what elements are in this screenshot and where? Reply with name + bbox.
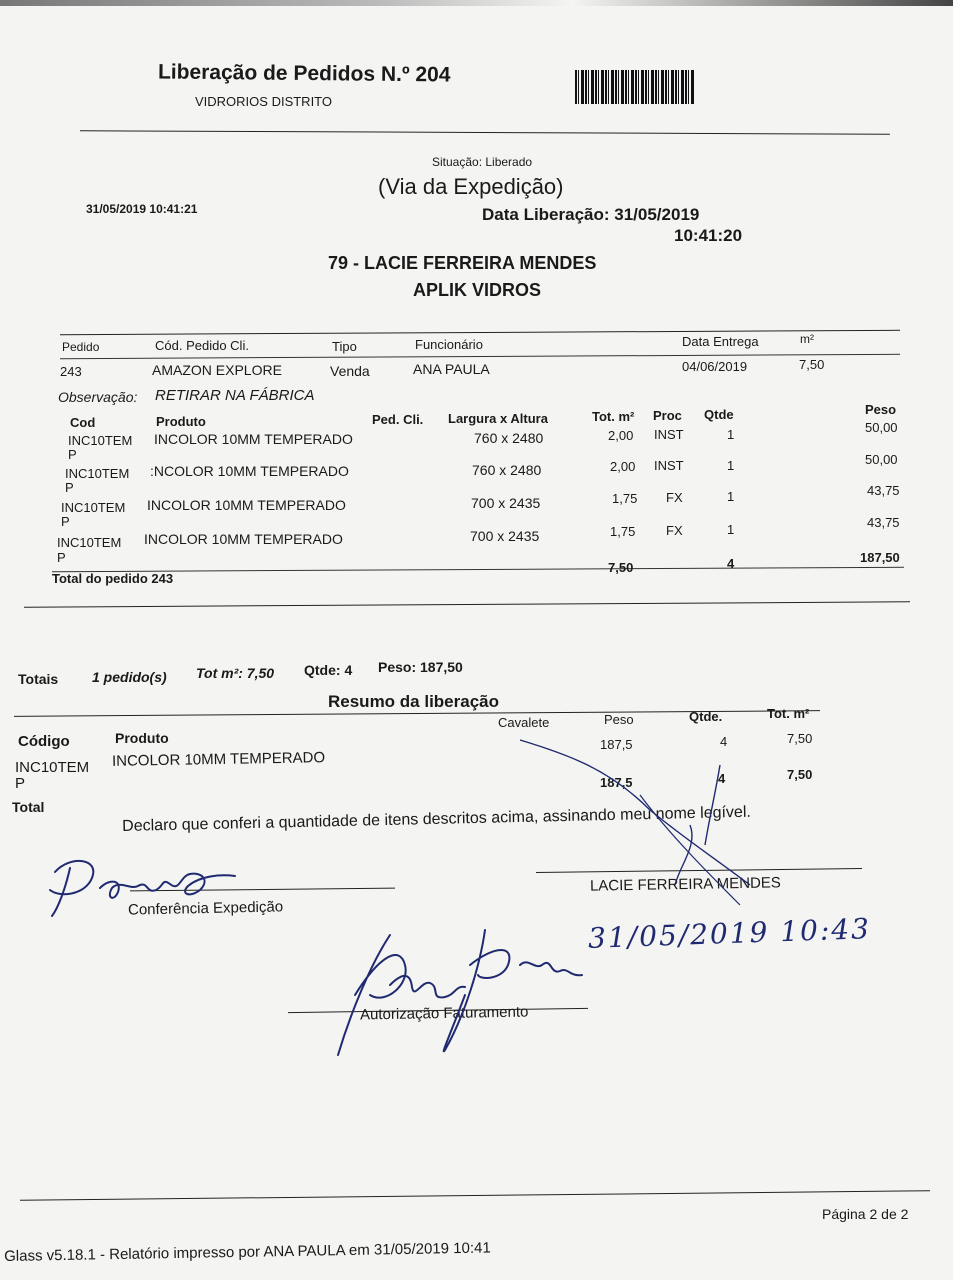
client-company: APLIK VIDROS: [413, 280, 542, 300]
item-qtde: 1: [727, 458, 735, 473]
items-col-produto: Produto: [156, 414, 206, 429]
resumo-qtde: 4: [720, 734, 728, 749]
item-peso: 43,75: [867, 515, 900, 530]
items-col-dimensoes: Largura x Altura: [448, 411, 548, 426]
resumo-total-peso: 187,5: [600, 775, 633, 790]
totals-pedidos: 1 pedido(s): [92, 669, 167, 685]
totals-peso: Peso: 187,50: [378, 659, 463, 675]
item-peso: 50,00: [865, 420, 898, 435]
item-produto: INCOLOR 10MM TEMPERADO: [154, 431, 353, 447]
resumo-col-qtde: Qtde.: [689, 709, 723, 724]
signature-label-conferencia: Conferência Expedição: [127, 898, 284, 919]
items-col-ped-cli: Ped. Cli.: [372, 412, 424, 427]
items-total-rule: [52, 567, 904, 572]
resumo-total-qtde: 4: [718, 771, 726, 786]
footer-rule: [20, 1190, 930, 1201]
order-m2-value: 7,50: [799, 357, 825, 372]
item-proc: FX: [666, 523, 683, 538]
order-total-label: Total do pedido 243: [52, 571, 174, 586]
order-data-entrega-value: 04/06/2019: [682, 359, 748, 374]
resumo-title: Resumo da liberação: [328, 692, 500, 711]
resumo-col-cavalete: Cavalete: [498, 715, 550, 730]
resumo-produto: INCOLOR 10MM TEMPERADO: [111, 749, 326, 770]
col-funcionario: Funcionário: [415, 337, 483, 352]
item-cod-suffix: P: [65, 480, 74, 495]
item-dimensoes: 700 x 2435: [471, 495, 541, 511]
page-number: Página 2 de 2: [822, 1206, 909, 1222]
observacao-value: RETIRAR NA FÁBRICA: [155, 387, 315, 404]
handwritten-signature-conferencia: [30, 850, 250, 920]
barcode: [575, 70, 695, 104]
items-bottom-rule: [24, 601, 910, 607]
resumo-col-peso: Peso: [604, 712, 634, 727]
item-cod: INC10TEM: [57, 535, 122, 550]
company-name: VIDRORIOS DISTRITO: [195, 94, 332, 109]
order-pedido-value: 243: [60, 364, 82, 379]
resumo-col-produto: Produto: [115, 730, 169, 746]
item-m2: 1,75: [612, 491, 638, 506]
item-cod-suffix: P: [57, 550, 66, 565]
printed-by-footer: Glass v5.18.1 - Relatório impresso por ANA PAULA em 31/05/2019 10:41: [4, 1239, 491, 1265]
item-produto: INCOLOR 10MM TEMPERADO: [144, 531, 343, 547]
col-cod-cli: Cód. Pedido Cli.: [155, 338, 249, 353]
item-qtde: 1: [727, 427, 735, 442]
top-edge: [0, 0, 953, 6]
resumo-codigo-suffix: P: [15, 775, 26, 792]
item-proc: INST: [654, 458, 684, 473]
item-cod: INC10TEM: [65, 466, 130, 481]
via-label: (Via da Expedição): [378, 174, 564, 199]
totals-qtde: Qtde: 4: [304, 662, 353, 678]
handwritten-check-marks: [510, 735, 770, 915]
item-peso: 50,00: [865, 452, 898, 467]
item-m2: 2,00: [608, 428, 634, 443]
totals-m2: Tot m²: 7,50: [196, 665, 275, 681]
order-total-qtde: 4: [727, 556, 735, 571]
print-timestamp: 31/05/2019 10:41:21: [86, 202, 198, 216]
totals-label: Totais: [18, 671, 59, 687]
release-date: Data Liberação: 31/05/2019: [482, 205, 700, 224]
item-m2: 2,00: [610, 459, 636, 474]
item-qtde: 1: [727, 489, 735, 504]
header-divider: [80, 130, 890, 135]
item-produto: :NCOLOR 10MM TEMPERADO: [150, 463, 349, 479]
col-tipo: Tipo: [332, 339, 357, 354]
col-data-entrega: Data Entrega: [682, 334, 759, 349]
resumo-total-label: Total: [12, 799, 45, 815]
client-line: 79 - LACIE FERREIRA MENDES: [328, 253, 597, 273]
item-cod-suffix: P: [68, 447, 77, 462]
item-cod: INC10TEM: [61, 500, 126, 515]
handwritten-date: 31/05/2019 10:43: [587, 912, 872, 955]
items-col-tot-m2: Tot. m²: [592, 409, 635, 424]
resumo-col-tot-m2: Tot. m²: [767, 706, 810, 721]
resumo-col-codigo: Código: [18, 733, 70, 750]
order-cod-cli-value: AMAZON EXPLORE: [152, 362, 282, 378]
item-qtde: 1: [727, 522, 735, 537]
item-cod-suffix: P: [61, 514, 70, 529]
col-m2: m²: [800, 332, 814, 346]
item-m2: 1,75: [610, 524, 636, 539]
release-time: 10:41:20: [674, 226, 743, 245]
resumo-tot-m2: 7,50: [787, 731, 813, 746]
item-dimensoes: 760 x 2480: [474, 430, 544, 446]
item-produto: INCOLOR 10MM TEMPERADO: [147, 497, 346, 513]
item-proc: INST: [654, 427, 684, 442]
order-funcionario-value: ANA PAULA: [413, 361, 490, 377]
signature-label-cliente: LACIE FERREIRA MENDES: [589, 874, 782, 895]
item-cod: INC10TEM: [68, 433, 133, 448]
order-total-m2: 7,50: [608, 560, 634, 575]
order-header-rule: [60, 354, 900, 359]
items-col-cod: Cod: [70, 415, 96, 430]
col-pedido: Pedido: [62, 340, 100, 354]
report-title: Liberação de Pedidos N.º 204: [157, 60, 451, 87]
handwritten-signature-autorizacao: [330, 925, 590, 1065]
resumo-codigo: INC10TEM: [15, 759, 90, 776]
order-tipo-value: Venda: [330, 363, 370, 379]
order-total-peso: 187,50: [860, 550, 900, 565]
item-dimensoes: 760 x 2480: [472, 462, 542, 478]
declaration-text: Declaro que conferi a quantidade de itens descritos acima, assinando meu nome legível.: [122, 803, 752, 835]
resumo-peso: 187,5: [600, 737, 633, 752]
item-peso: 43,75: [867, 483, 900, 498]
situation-text: Situação: Liberado: [432, 155, 533, 169]
items-col-qtde: Qtde: [704, 407, 734, 422]
signature-label-autorizacao: Autorização Faturamento: [359, 1003, 529, 1024]
order-top-rule: [60, 330, 900, 335]
items-col-proc: Proc: [653, 408, 682, 423]
item-dimensoes: 700 x 2435: [470, 528, 540, 544]
observacao-label: Observação:: [58, 389, 138, 405]
resumo-total-m2: 7,50: [787, 767, 813, 782]
item-proc: FX: [666, 490, 683, 505]
items-col-peso: Peso: [865, 402, 897, 417]
